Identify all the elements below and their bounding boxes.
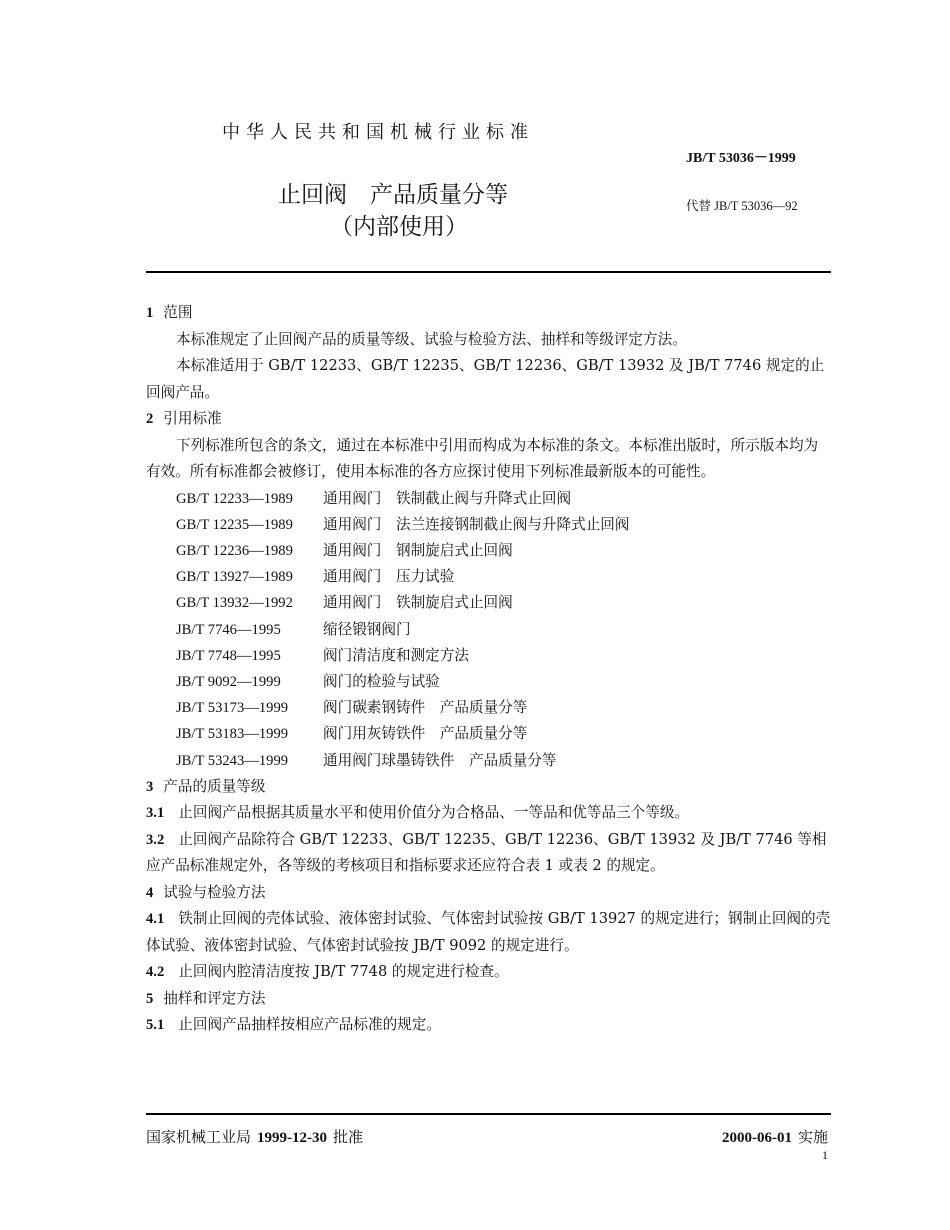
- reference-code: JB/T 53243—1999: [176, 752, 289, 769]
- reference-code: GB/T 13932—1992: [176, 595, 293, 612]
- section-heading-2: [146, 406, 831, 433]
- reference-list: [146, 486, 831, 774]
- reference-title: 通用阀门 压力试验: [323, 568, 455, 586]
- reference-title: 通用阀门 法兰连接钢制截止阀与升降式止回阀: [323, 515, 630, 533]
- reference-item: [146, 564, 831, 590]
- clause-number: 3.2: [146, 831, 165, 848]
- reference-title: 通用阀门 铁制旋启式止回阀: [323, 594, 513, 612]
- implementation-line: [722, 1126, 828, 1147]
- reference-title: 通用阀门 钢制旋启式止回阀: [323, 541, 513, 559]
- standard-number: JB/T 53036－1999: [686, 151, 796, 166]
- section-title: 引用标准: [163, 410, 222, 427]
- section-title: 范围: [163, 304, 193, 321]
- paragraph: 下列标准所包含的条文，通过在本标准中引用而构成为本标准的条文。本标准出版时，所示版本均为有效。所有标准都会被修订，使用本标准的各方应探讨使用下列标准最新版本的可能性。: [146, 436, 819, 480]
- reference-title: 通用阀门球墨铸铁件 产品质量分等: [323, 751, 557, 769]
- clause: [146, 959, 831, 986]
- reference-title: 缩径锻钢阀门: [323, 620, 411, 638]
- section-number: 5: [146, 990, 154, 1007]
- clause-number: 3.1: [146, 805, 165, 822]
- clause-text: 止回阀内腔清洁度按 JB/T 7748 的规定进行检查。: [178, 963, 509, 981]
- approval-date: 1999-12-30: [257, 1130, 328, 1146]
- section-title: 试验与检验方法: [163, 883, 266, 901]
- reference-item: [146, 695, 831, 721]
- section-heading-1: [146, 300, 831, 327]
- reference-code: GB/T 12236—1989: [176, 542, 293, 559]
- reference-item: [146, 669, 831, 695]
- implementation-date: 2000-06-01: [722, 1130, 792, 1146]
- reference-title: 阀门清洁度和测定方法: [323, 646, 469, 664]
- reference-code: JB/T 53183—1999: [176, 726, 289, 743]
- clause: [146, 827, 831, 880]
- reference-title: 阀门的检验与试验: [323, 672, 440, 690]
- section-number: 2: [146, 411, 154, 427]
- clause: [146, 906, 831, 959]
- approval-line: [146, 1126, 363, 1147]
- reference-code: JB/T 9092—1999: [176, 673, 281, 690]
- section-number: 3: [146, 778, 154, 795]
- reference-code: GB/T 13927—1989: [176, 569, 293, 586]
- clause-number: 4.1: [146, 911, 165, 928]
- clause-number: 4.2: [146, 964, 165, 981]
- reference-code: JB/T 7746—1995: [176, 621, 281, 638]
- approver: 国家机械工业局: [146, 1128, 252, 1146]
- reference-title: 阀门用灰铸铁件 产品质量分等: [323, 725, 528, 743]
- section-title: 产品的质量等级: [163, 777, 266, 795]
- document-body: [146, 300, 831, 1039]
- clause-number: 5.1: [146, 1017, 165, 1034]
- reference-item: [146, 590, 831, 616]
- reference-item: [146, 643, 831, 669]
- reference-item: [146, 721, 831, 747]
- clause: [146, 800, 831, 827]
- document-title: 止回阀 产品质量分等: [278, 182, 508, 208]
- reference-title: 阀门碳素钢铸件 产品质量分等: [323, 699, 528, 717]
- clause: [146, 1012, 831, 1039]
- paragraph: 本标准适用于 GB/T 12233、GB/T 12235、GB/T 12236、GB/T 13932 及 JB/T 7746 规定的止回阀产品。: [146, 357, 825, 401]
- reference-item: [146, 617, 831, 643]
- clause-text: 止回阀产品除符合 GB/T 12233、GB/T 12235、GB/T 12236、GB/T 13932 及 JB/T 7746 等相应产品标准规定外，各等级的考核项目和指标要求还应符合表 1 或表 2 的规定。: [146, 830, 827, 875]
- section-number: 1: [146, 305, 154, 321]
- reference-title: 通用阀门 铁制截止阀与升降式止回阀: [323, 489, 572, 507]
- paragraph: 本标准规定了止回阀产品的质量等级、试验与检验方法、抽样和等级评定方法。: [176, 330, 687, 348]
- document-subtitle: （内部使用）: [330, 214, 468, 240]
- reference-item: [146, 486, 831, 512]
- page-number: 1: [822, 1148, 828, 1162]
- header-divider: [146, 271, 831, 273]
- approval-label: 批准: [333, 1128, 364, 1146]
- section-heading-4: [146, 880, 831, 907]
- implementation-label: 实施: [798, 1128, 829, 1146]
- clause-text: 止回阀产品根据其质量水平和使用价值分为合格品、一等品和优等品三个等级。: [178, 804, 690, 822]
- reference-item: [146, 538, 831, 564]
- reference-code: JB/T 7748—1995: [176, 647, 281, 664]
- reference-code: GB/T 12235—1989: [176, 516, 293, 533]
- footer-divider: [146, 1113, 831, 1115]
- section-heading-5: [146, 986, 831, 1013]
- replaces-note: 代替 JB/T 53036—92: [686, 199, 798, 213]
- reference-item: [146, 748, 831, 774]
- clause-text: 铁制止回阀的壳体试验、液体密封试验、气体密封试验按 GB/T 13927 的规定进行；钢制止回阀的壳体试验、液体密封试验、气体密封试验按 JB/T 9092 的规定进行。: [146, 910, 831, 954]
- section-title: 抽样和评定方法: [163, 989, 266, 1007]
- reference-code: GB/T 12233—1989: [176, 490, 293, 507]
- reference-code: JB/T 53173—1999: [176, 700, 289, 717]
- standard-organization: 中华人民共和国机械行业标准: [222, 122, 534, 143]
- clause-text: 止回阀产品抽样按相应产品标准的规定。: [178, 1016, 441, 1034]
- section-number: 4: [146, 884, 154, 901]
- reference-item: [146, 512, 831, 538]
- section-heading-3: [146, 774, 831, 801]
